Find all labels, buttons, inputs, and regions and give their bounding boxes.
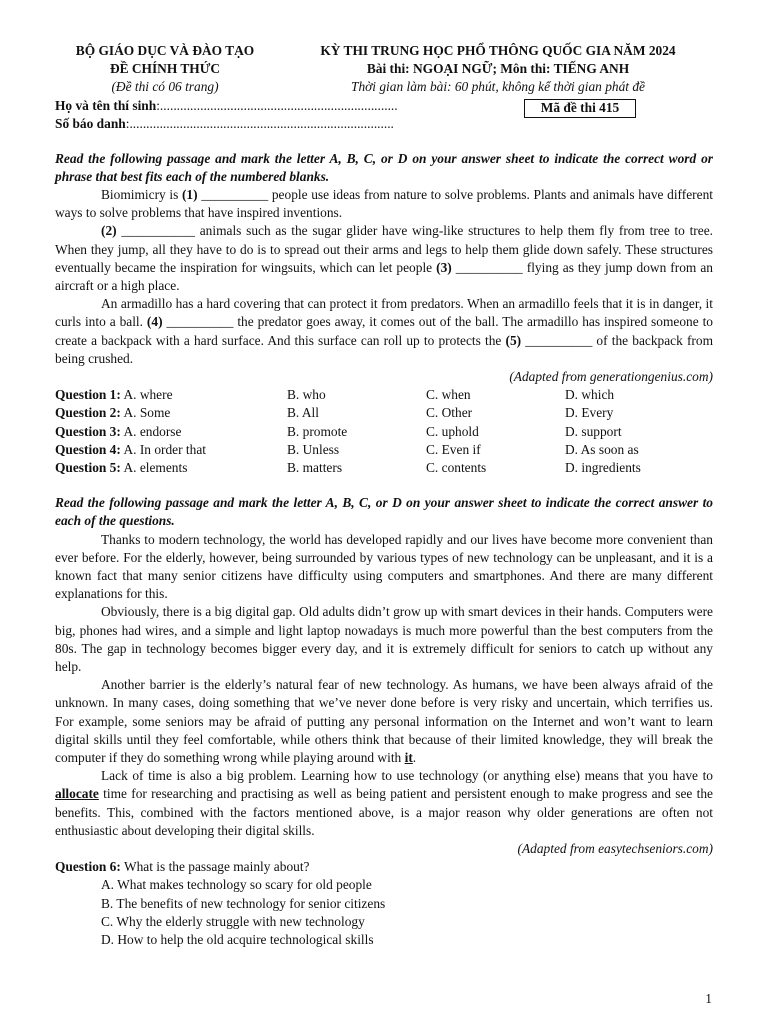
section2-instruction: Read the following passage and mark the letter A, B, C, or D on your answer sheet to indicate the correct answer to each of the questions. <box>55 495 713 529</box>
ministry-name: BỘ GIÁO DỤC VÀ ĐÀO TẠO <box>75 43 255 58</box>
exam-title: KỲ THI TRUNG HỌC PHỔ THÔNG QUỐC GIA NĂM 2024 <box>320 43 676 58</box>
question-row <box>55 441 713 459</box>
blank-number: (1) <box>181 187 198 203</box>
section1-paragraph-3 <box>55 295 713 368</box>
exam-code-box: Mã đề thi 415 <box>524 99 636 118</box>
section1-paragraph-1 <box>55 186 713 222</box>
option-d: D. Every <box>565 405 614 421</box>
text-run: __________ of the backpack from being crushed. <box>55 332 713 366</box>
header-left <box>55 42 275 97</box>
text-run: An armadillo has a hard covering that can protect it from predators. When an armadillo feels that it is in danger, it curls into a ball. <box>55 296 713 330</box>
option-c: C. Other <box>426 405 473 421</box>
section1-source: (Adapted from generationgenius.com) <box>509 369 713 385</box>
text-run: __________ the predator goes away, it comes out of the ball. The armadillo has inspired someone to create a backpack with a hard surface. And this surface can roll up to protects the <box>55 314 713 348</box>
text-run: Biomimicry is <box>101 187 182 203</box>
answer-option-c: C. Why the elderly struggle with new technology <box>101 913 365 929</box>
option-a-text: A. elements <box>120 460 188 475</box>
option-b: B. Unless <box>287 441 340 457</box>
time-line: Thời gian làm bài: 60 phút, không kể thời gian phát đề <box>351 79 645 95</box>
exam-header <box>55 42 713 97</box>
text-run: __________ flying as they jump down from an aircraft or a high place. <box>55 259 713 294</box>
text-run: time for researching and practising as well as being patient and persistent enough to make progress and see the benefits. This, combined with the factors mentioned above, is a major reason why older generations are often not enthusiastic about developing their digital skills. <box>55 786 713 838</box>
question-label: Question 6: <box>55 859 121 875</box>
question-row <box>55 386 713 404</box>
underlined-word: it <box>404 750 413 766</box>
section2-paragraph-2: Obviously, there is a big digital gap. Old adults didn’t grow up with smart devices in their hands. Computers were big, phones had wires, and a simple and light laptop nowadays is much more powerful than the best computers from the 80s. The gap in technology becomes bigger every day, and it is extremely difficult for seniors to catch up without any help. <box>55 604 713 675</box>
question-6-stem <box>55 858 713 876</box>
section2-paragraph-1: Thanks to modern technology, the world has developed rapidly and our lives have become more convenient than ever before. For the elderly, however, being surrounded by various types of new technology can be unpleasant, and it is a known fact that many senior citizens have difficulty using computers and smartphones. And there are many different explanations for this. <box>55 531 713 602</box>
question-label: Question 5: <box>55 460 121 475</box>
answer-option-a: A. What makes technology so scary for old people <box>101 877 372 893</box>
option-b: B. All <box>287 405 319 421</box>
option-d: D. ingredients <box>565 460 641 475</box>
subject-line: Bài thi: NGOẠI NGỮ; Môn thi: TIẾNG ANH <box>366 61 630 77</box>
question-row <box>55 459 713 477</box>
section1-instruction: Read the following passage and mark the letter A, B, C, or D on your answer sheet to indicate the correct word or phrase that best fits each of the numbered blanks. <box>55 150 713 184</box>
candidate-id-label: Số báo danh <box>55 115 126 131</box>
text-run: Lack of time is also a big problem. Learning how to use technology (or anything else) means that you have to <box>101 768 713 784</box>
question-label: Question 2: <box>55 405 121 421</box>
answer-option-d: D. How to help the old acquire technological skills <box>101 932 374 948</box>
blank-number: (3) <box>436 259 452 275</box>
option-b: B. who <box>287 387 326 403</box>
section2-paragraph-4 <box>55 767 713 840</box>
header-right <box>275 42 713 97</box>
section2-paragraph-3 <box>55 676 713 767</box>
page-number: 1 <box>705 991 712 1006</box>
text-run: __________ people use ideas from nature to solve problems. Plants and animals have different ways to solve problems that have inspired inventions. <box>55 187 713 221</box>
blank-number: (4) <box>146 314 163 330</box>
question-row <box>55 423 713 441</box>
question-6 <box>55 858 713 949</box>
exam-page <box>55 42 713 949</box>
candidate-id-dots: :............................................................................... <box>125 115 394 131</box>
option-a <box>55 423 287 441</box>
text-run: Another barrier is the elderly’s natural fear of new technology. As humans, we have been always afraid of the unknown. In many cases, doing something that we’ve never done before is very risky and uncertain, which terrifies us. For example, some seniors may be afraid of putting any personal information on the Internet and won’t want to learn digital skills until they feel comfortable, while others think that because of their limited knowledge, they will break the computer if they do something wrong while playing around with <box>55 677 713 766</box>
option-b: B. promote <box>287 423 348 439</box>
option-d: D. support <box>565 423 622 439</box>
question-label: Question 1: <box>55 387 121 403</box>
option-a-text: A. where <box>120 387 173 403</box>
text-run: ___________ animals such as the sugar glider have wing-like structures to help them fly from tree to tree. When they jump, all they have to do is to spread out their arms and legs to help them glide down safely. These structures eventually became the inspiration for wingsuits, which can let people <box>55 223 713 275</box>
section1-paragraph-2 <box>55 222 713 295</box>
option-a <box>55 441 287 459</box>
section2-source: (Adapted from easytechseniors.com) <box>517 841 713 857</box>
option-d: D. which <box>565 387 615 403</box>
pages-note: (Đề thi có 06 trang) <box>111 79 219 95</box>
candidate-name-label: Họ và tên thí sinh <box>55 97 157 113</box>
section1-questions <box>55 386 713 477</box>
blank-number: (5) <box>505 332 522 348</box>
option-a-text: A. Some <box>120 405 171 421</box>
option-c: C. when <box>426 387 471 403</box>
question-row <box>55 404 713 422</box>
option-a-text: A. In order that <box>120 441 206 457</box>
question-label: Question 4: <box>55 441 121 457</box>
option-c: C. uphold <box>426 423 479 439</box>
candidate-info <box>55 97 713 133</box>
option-a <box>55 459 287 477</box>
underlined-word: allocate <box>55 786 99 802</box>
option-c: C. contents <box>426 460 487 475</box>
answer-option-b: B. The benefits of new technology for senior citizens <box>101 895 386 911</box>
option-d: D. As soon as <box>565 441 639 457</box>
option-a <box>55 404 287 422</box>
text-run: . <box>412 750 417 766</box>
option-b: B. matters <box>287 460 343 475</box>
question-text: What is the passage mainly about? <box>120 859 310 875</box>
candidate-name-dots: :....................................................................... <box>156 97 398 113</box>
official-label: ĐỀ CHÍNH THỨC <box>109 61 221 77</box>
blank-number: (2) <box>101 223 117 239</box>
option-a <box>55 386 287 404</box>
question-label: Question 3: <box>55 423 121 439</box>
option-c: C. Even if <box>426 441 481 457</box>
option-a-text: A. endorse <box>120 423 182 439</box>
